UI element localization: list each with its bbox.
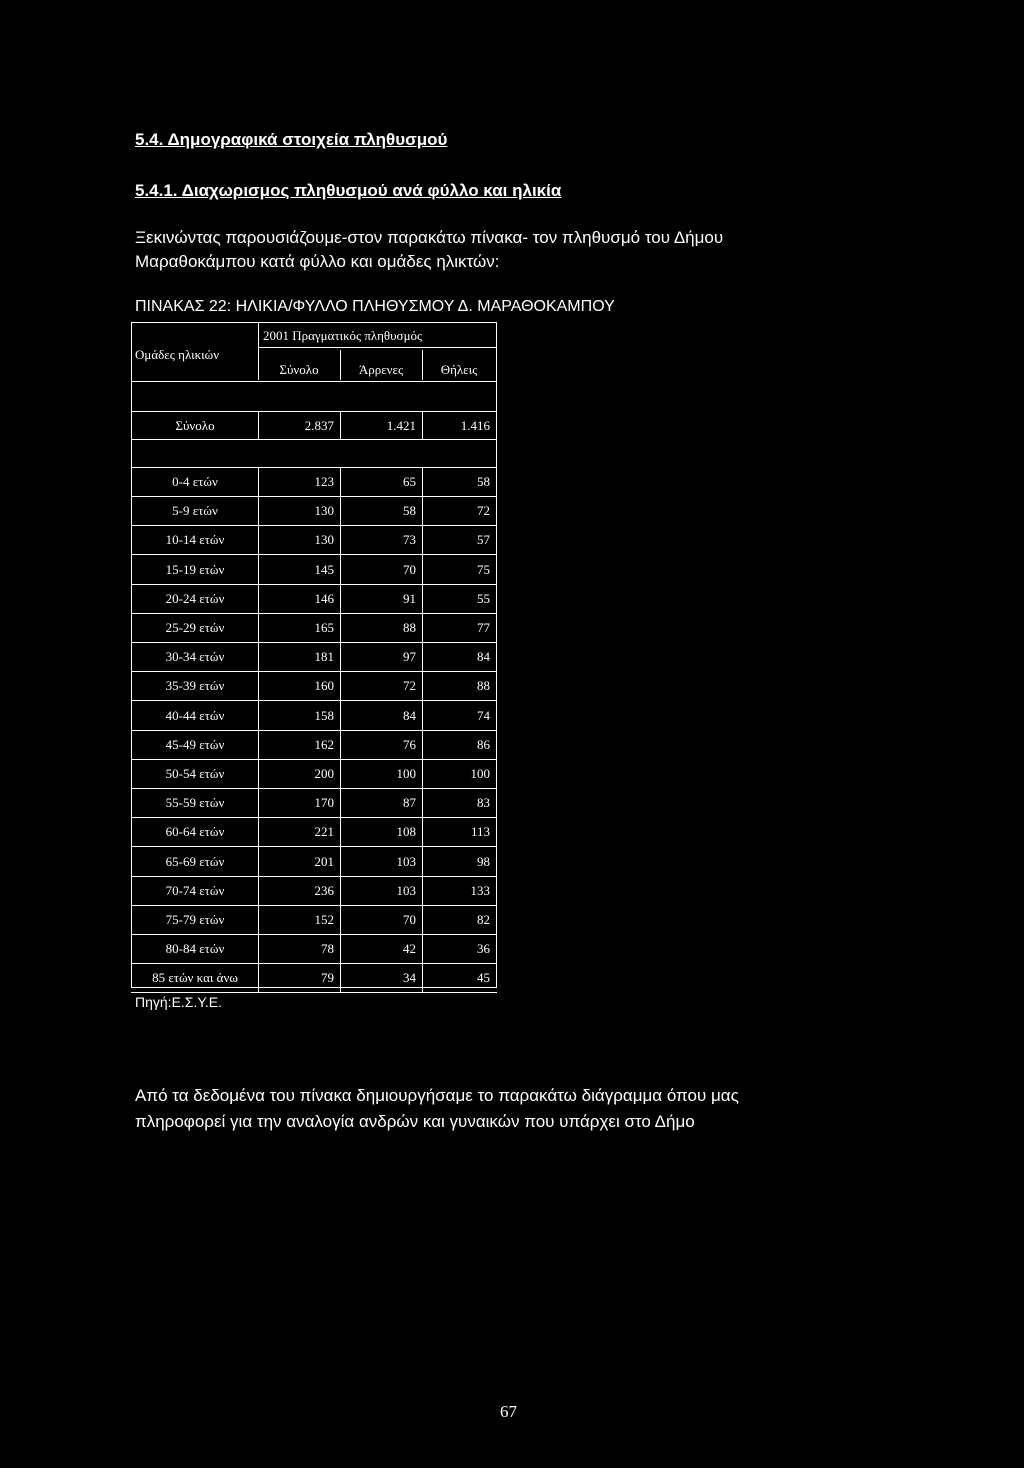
row-divider [258,496,259,525]
row-divider [258,905,259,934]
row-line [131,963,497,964]
age-group-label: 80-84 ετών [165,941,225,956]
row-divider [340,730,341,759]
header-bottom-line [131,381,497,382]
header-subline [258,347,497,348]
row-male: 34 [403,970,416,985]
row-divider [340,496,341,525]
row-female: 77 [477,620,490,635]
header-divider [340,350,341,380]
row-divider [258,555,259,584]
age-group-label: 10-14 ετών [165,532,225,547]
row-divider [422,411,423,439]
row-female: 113 [470,824,490,839]
row-line [131,992,497,993]
row-male: 70 [403,912,416,927]
row-female: 100 [470,766,490,781]
intro-line-1: Ξεκινώντας παρουσιάζουμε-στον παρακάτω πίνακα- τον πληθυσμό του Δήμου [135,228,724,247]
header-divider [422,350,423,380]
row-male: 42 [403,941,416,956]
rows-top-line [131,467,497,468]
row-male: 108 [396,824,416,839]
row-line [131,671,497,672]
total-sum: 2.837 [304,418,334,433]
total-top-line [131,411,497,412]
row-divider [422,730,423,759]
table-source: Πηγή:Ε.Σ.Υ.Ε. [135,994,223,1010]
row-divider [340,642,341,671]
row-male: 70 [403,562,416,577]
row-line [131,525,497,526]
row-divider [422,788,423,817]
row-total: 158 [314,708,334,723]
total-bottom-line [131,439,497,440]
row-divider [340,788,341,817]
row-divider [340,963,341,992]
row-divider [258,963,259,992]
row-male: 72 [403,678,416,693]
age-group-label: 45-49 ετών [165,737,225,752]
row-divider [258,759,259,788]
age-group-label: 30-34 ετών [165,649,225,664]
age-group-label: 65-69 ετών [165,854,225,869]
age-group-label: 35-39 ετών [165,678,225,693]
row-divider [340,934,341,963]
row-divider [422,847,423,876]
row-line [131,554,497,555]
row-line [131,876,497,877]
row-male: 58 [403,503,416,518]
row-total: 170 [314,795,334,810]
subsection-heading: 5.4.1. Διαχωρισμος πληθυσμού ανά φύλλο και ηλικία [135,181,562,200]
row-female: 58 [477,474,490,489]
row-female: 83 [477,795,490,810]
row-divider [422,963,423,992]
row-divider [258,467,259,496]
row-male: 103 [396,883,416,898]
row-total: 123 [314,474,334,489]
row-divider [258,701,259,730]
row-divider [258,788,259,817]
row-line [131,817,497,818]
age-group-label: 75-79 ετών [165,912,225,927]
age-group-label: 5-9 ετών [172,503,218,518]
row-total: 130 [314,532,334,547]
col-female-header: Θήλεις [440,362,478,377]
row-female: 84 [477,649,490,664]
row-total: 160 [314,678,334,693]
row-male: 103 [396,854,416,869]
row-divider [258,817,259,846]
row-divider [422,467,423,496]
row-total: 181 [314,649,334,664]
age-group-label: 85 ετών και άνω [152,970,238,985]
census-label: 2001 Πραγματικός πληθυσμός [263,328,423,343]
row-total: 165 [314,620,334,635]
intro-line-2: Μαραθοκάμπου κατά φύλλο και ομάδες ηλικτών: [135,252,500,271]
row-female: 98 [477,854,490,869]
row-male: 73 [403,532,416,547]
age-group-label: 70-74 ετών [165,883,225,898]
row-divider [258,642,259,671]
row-divider [340,905,341,934]
row-divider [258,411,259,439]
row-divider [258,613,259,642]
row-female: 88 [477,678,490,693]
row-divider [422,934,423,963]
total-label: Σύνολο [175,418,215,433]
row-female: 133 [470,883,490,898]
row-divider [340,411,341,439]
row-divider [340,584,341,613]
row-divider [340,671,341,700]
row-divider [422,759,423,788]
row-total: 221 [314,824,334,839]
col-male-header: Άρρενες [358,362,404,377]
section-heading: 5.4. Δημογραφικά στοιχεία πληθυσμού [135,130,448,149]
row-female: 45 [477,970,490,985]
row-male: 84 [403,708,416,723]
row-line [131,700,497,701]
row-divider [258,584,259,613]
row-divider [258,730,259,759]
row-total: 79 [321,970,334,985]
row-female: 86 [477,737,490,752]
row-male: 97 [403,649,416,664]
row-total: 152 [314,912,334,927]
col-group-label: Ομάδες ηλικιών [135,347,220,362]
row-total: 145 [314,562,334,577]
row-male: 76 [403,737,416,752]
row-divider [258,525,259,554]
row-line [131,730,497,731]
row-line [131,905,497,906]
row-divider [258,671,259,700]
age-group-label: 55-59 ετών [165,795,225,810]
row-divider [422,525,423,554]
age-group-label: 50-54 ετών [165,766,225,781]
row-male: 88 [403,620,416,635]
row-divider [422,642,423,671]
row-female: 72 [477,503,490,518]
row-total: 130 [314,503,334,518]
row-female: 36 [477,941,490,956]
row-divider [340,817,341,846]
age-group-label: 60-64 ετών [165,824,225,839]
row-line [131,496,497,497]
table-caption: ΠΙΝΑΚΑΣ 22: ΗΛΙΚΙΑ/ΦΥΛΛΟ ΠΛΗΘΥΣΜΟΥ Δ. ΜΑΡΑΘΟΚΑΜΠΟΥ [135,298,615,315]
row-female: 57 [477,532,490,547]
row-divider [258,934,259,963]
row-line [131,613,497,614]
row-divider [422,817,423,846]
row-total: 146 [314,591,334,606]
row-male: 91 [403,591,416,606]
row-divider [422,496,423,525]
row-total: 162 [314,737,334,752]
row-line [131,934,497,935]
outro-line-2: πληροφορεί για την αναλογία ανδρών και γυναικών που υπάρχει στο Δήμο [135,1112,695,1131]
row-total: 78 [321,941,334,956]
row-line [131,846,497,847]
row-divider [258,876,259,905]
age-group-label: 0-4 ετών [172,474,218,489]
row-divider [340,876,341,905]
total-male: 1.421 [386,418,416,433]
row-divider [340,759,341,788]
row-divider [258,847,259,876]
row-divider [422,613,423,642]
row-divider [422,584,423,613]
header-divider [258,322,259,380]
row-male: 100 [396,766,416,781]
row-divider [422,671,423,700]
row-female: 55 [477,591,490,606]
row-divider [340,555,341,584]
row-line [131,788,497,789]
col-total-header: Σύνολο [279,362,319,377]
age-group-label: 25-29 ετών [165,620,225,635]
row-male: 65 [403,474,416,489]
row-divider [340,847,341,876]
age-group-label: 20-24 ετών [165,591,225,606]
row-female: 74 [477,708,490,723]
row-divider [340,613,341,642]
row-total: 236 [314,883,334,898]
outro-line-1: Από τα δεδομένα του πίνακα δημιουργήσαμε το παρακάτω διάγραμμα όπου μας [135,1086,739,1105]
row-divider [422,905,423,934]
total-female: 1.416 [460,418,490,433]
age-group-label: 15-19 ετών [165,562,225,577]
row-total: 201 [314,854,334,869]
row-female: 75 [477,562,490,577]
row-divider [340,701,341,730]
row-divider [422,701,423,730]
row-divider [340,525,341,554]
age-group-label: 40-44 ετών [165,708,225,723]
row-divider [340,467,341,496]
row-line [131,584,497,585]
row-total: 200 [314,766,334,781]
row-divider [422,876,423,905]
row-divider [422,555,423,584]
row-line [131,642,497,643]
row-female: 82 [477,912,490,927]
row-line [131,759,497,760]
page-number: 67 [500,1402,517,1421]
row-male: 87 [403,795,416,810]
